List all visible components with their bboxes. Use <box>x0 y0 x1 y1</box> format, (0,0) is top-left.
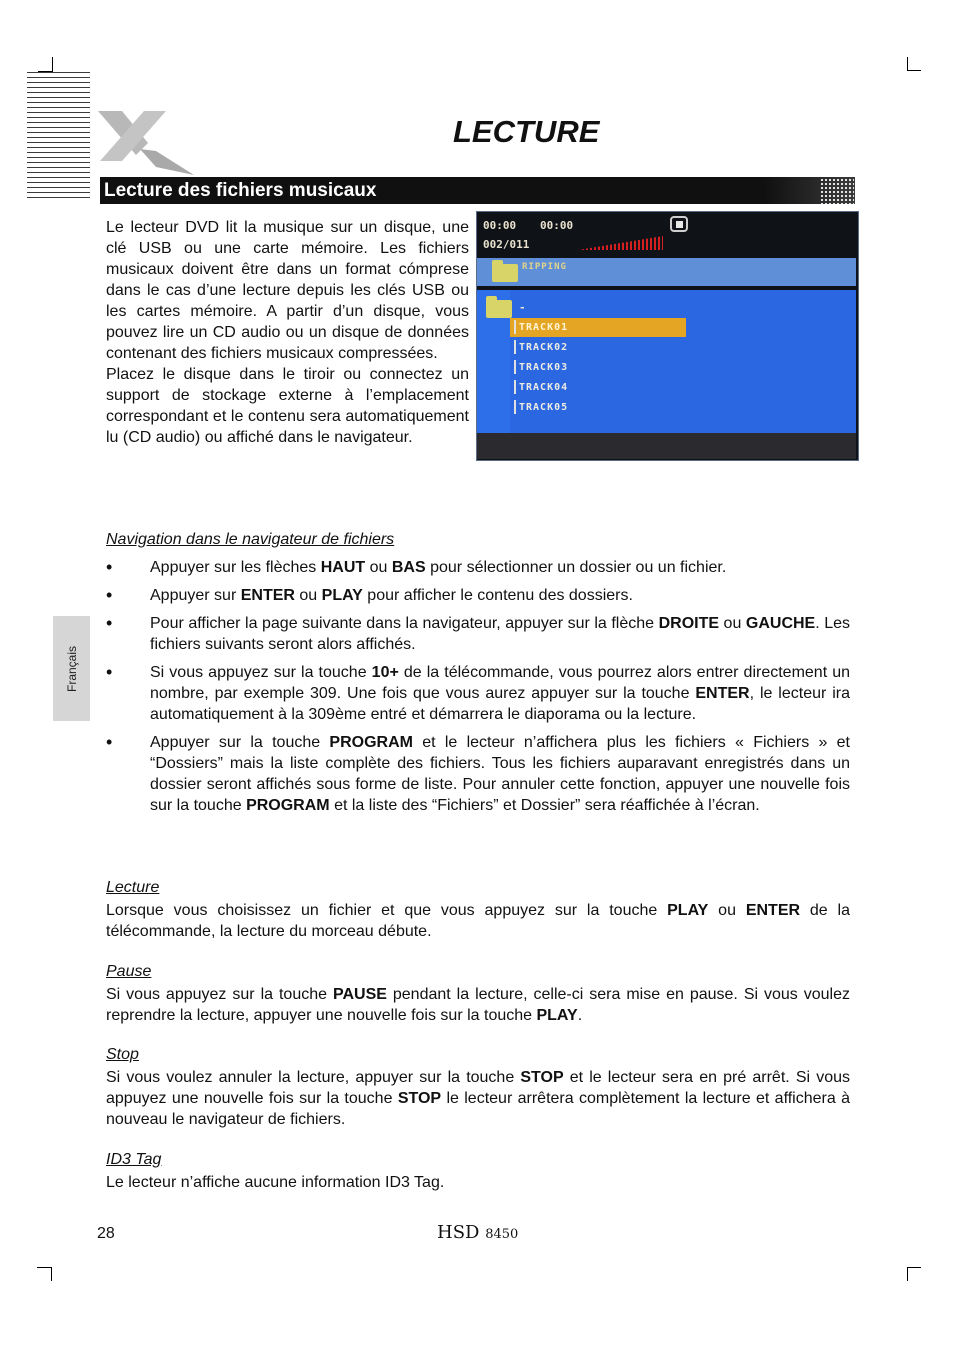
x-logo-icon <box>96 105 196 175</box>
pause-text: Si vous appuyez sur la touche PAUSE pendant la lecture, celle-ci sera mise en pause. Si vous voulez reprendre la lecture, appuyer une nouvelle fois sur la touche PLAY. <box>106 986 851 1024</box>
bullet-item: • Pour afficher la page suivante dans la navigateur, appuyer sur la flèche DROITE ou GAUCHE. Les fichiers suivants seront alors affichés. <box>106 613 850 655</box>
intro-paragraph: Le lecteur DVD lit la musique sur un disque, une clé USB ou une carte mémoire. Les fichiers musicaux doivent être dans un format cómprese dans le cas d’une lecture depuis les clés USB ou les cartes mémoire. A partir d’un disque, vous pouvez lire un CD audio ou un disque de données contenant des fichiers musicaux compressées. <box>106 219 469 362</box>
music-file-icon <box>514 360 516 374</box>
file-list-item[interactable] <box>510 378 686 397</box>
file-list-item-selected[interactable] <box>510 318 686 337</box>
file-list-item[interactable] <box>510 398 686 417</box>
intro-paragraph: Placez le disque dans le tiroir ou connectez un support de stockage externe à l’emplacement correspondant et le contenu sera automatiquement lu (CD audio) ou affiché dans le navigateur. <box>106 366 469 446</box>
navigation-heading: Navigation dans le navigateur de fichiers <box>106 531 395 548</box>
file-list-item[interactable] <box>510 338 686 357</box>
stop-heading: Stop <box>106 1046 139 1063</box>
music-file-icon <box>514 340 516 354</box>
parent-folder-label: - <box>519 301 526 314</box>
music-file-icon <box>514 380 516 394</box>
crop-mark-bottom-left <box>37 1267 52 1281</box>
elapsed-time: 00:00 <box>483 219 517 232</box>
footer-brand: HSD 8450 <box>437 1222 519 1243</box>
page-number: 28 <box>97 1225 115 1242</box>
section-bar-dot-pattern <box>820 178 854 204</box>
page-title: LECTURE <box>453 114 600 149</box>
section-title: Lecture des fichiers musicaux <box>104 180 377 201</box>
id3-text: Le lecteur n’affiche aucune information ID3 Tag. <box>106 1174 445 1191</box>
total-time: 00:00 <box>540 219 574 232</box>
lecture-heading: Lecture <box>106 879 160 896</box>
file-list-item[interactable] <box>510 358 686 377</box>
music-file-icon <box>514 320 516 334</box>
bullet-item: • Si vous appuyez sur la touche 10+ de la télécommande, vous pourrez alors entrer directement un nombre, par exemple 309. Une fois que vous aurez appuyer sur la touche ENTER, le lecteur ira automatiquement à la 309ème entré et démarrera le diaporama ou la lecture. <box>106 662 850 725</box>
bullet-item: • Appuyer sur les flèches HAUT ou BAS pour sélectionner un dossier ou un fichier. <box>106 557 850 578</box>
pause-heading: Pause <box>106 963 152 980</box>
track-name: TRACK04 <box>519 382 569 393</box>
folder-icon <box>492 264 518 282</box>
crop-mark-top-left <box>38 57 53 72</box>
track-counter: 002/011 <box>483 238 530 251</box>
intro-text <box>106 217 469 448</box>
stop-text: Si vous voulez annuler la lecture, appuyer sur la touche STOP et le lecteur sera en pré arrêt. Si vous appuyez une nouvelle fois sur la touche STOP le lecteur arrêtera complètement la lecture et affichera à nouveau le navigateur de fichiers. <box>106 1069 851 1128</box>
track-name: TRACK01 <box>519 322 569 333</box>
crop-mark-bottom-right <box>907 1267 921 1281</box>
current-folder-name: RIPPING <box>522 262 567 272</box>
bullet-item: • Appuyer sur la touche PROGRAM et le lecteur n’affichera plus les fichiers « Fichiers » et “Dossiers” mais la liste complète des fichiers. Tous les fichiers auparavant enregistrés dans un dossier seront affichés sous forme de liste. Pour annuler cette fonction, appuyer une nouvelle fois sur la touche PROGRAM et la liste des “Fichiers” et Dossier” sera réaffichée à l’écran. <box>106 732 850 816</box>
lecture-text: Lorsque vous choisissez un fichier et que vous appuyez sur la touche PLAY ou ENTER de la télécommande, la lecture du morceau débute. <box>106 902 851 940</box>
bullet-item: • Appuyer sur ENTER ou PLAY pour afficher le contenu des dossiers. <box>106 585 850 606</box>
crop-mark-top-right <box>907 57 921 71</box>
id3-heading: ID3 Tag <box>106 1151 162 1168</box>
track-name: TRACK02 <box>519 342 569 353</box>
language-tab-label: Français <box>64 645 79 692</box>
track-name: TRACK03 <box>519 362 569 373</box>
track-name: TRACK05 <box>519 402 569 413</box>
parent-folder-icon <box>486 300 512 318</box>
music-file-icon <box>514 400 516 414</box>
decorative-stripes <box>27 72 90 200</box>
navigation-bullet-list <box>106 557 850 823</box>
language-tab-label-wrap <box>53 616 90 721</box>
screen-status-bar <box>477 433 856 459</box>
stop-icon <box>670 216 688 232</box>
